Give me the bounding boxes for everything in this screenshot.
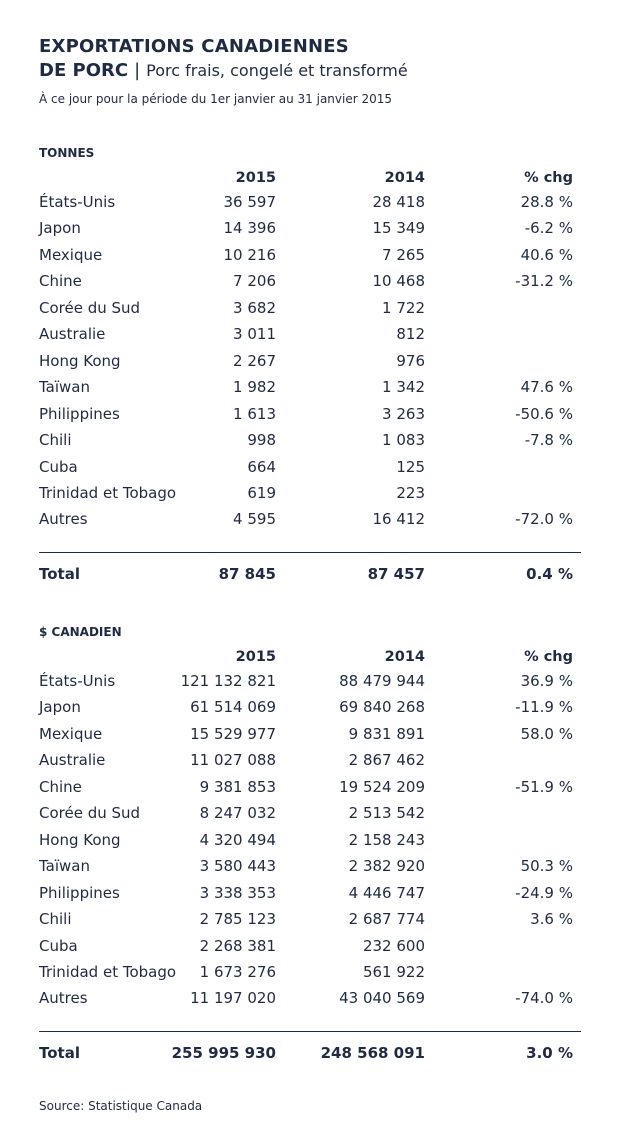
table-row (39, 725, 581, 751)
table-row (39, 751, 581, 777)
country-name: Japon (39, 219, 81, 238)
table-row (39, 672, 581, 698)
header-pct-change: % chg (524, 649, 573, 665)
value-2015: 2 785 123 (199, 910, 276, 929)
country-name: Corée du Sud (39, 298, 141, 317)
table-row (39, 937, 581, 963)
value-2015: 3 580 443 (199, 857, 276, 876)
pct-change: -74.0 % (515, 989, 573, 1008)
total-2015: 255 995 930 (171, 1044, 276, 1062)
value-2014: 2 382 920 (348, 857, 425, 876)
total-2014: 248 568 091 (320, 1044, 425, 1062)
value-2015: 3 682 (233, 298, 276, 317)
section-label: TONNES (39, 146, 95, 160)
section-label: $ CANADIEN (39, 625, 122, 639)
value-2014: 16 412 (372, 510, 425, 529)
total-row (39, 565, 581, 591)
country-name: Cuba (39, 457, 78, 476)
period-text: À ce jour pour la période du 1er janvier au 31 janvier 2015 (39, 92, 393, 106)
value-2014: 223 (396, 483, 425, 502)
table-row (39, 910, 581, 936)
country-name: Hong Kong (39, 351, 121, 370)
value-2015: 61 514 069 (190, 698, 276, 717)
country-name: Australie (39, 325, 106, 344)
value-2015: 15 529 977 (190, 724, 276, 743)
title-separator: | (134, 60, 141, 81)
table-row (39, 299, 581, 325)
value-2015: 2 268 381 (199, 936, 276, 955)
pct-change: 28.8 % (520, 193, 573, 211)
value-2014: 2 513 542 (348, 804, 425, 823)
table-row (39, 963, 581, 989)
pct-change: -50.6 % (515, 404, 573, 423)
value-2015: 11 027 088 (190, 751, 276, 770)
title-line-1: EXPORTATIONS CANADIENNES (39, 36, 349, 57)
value-2014: 561 922 (362, 962, 425, 981)
table-row (39, 884, 581, 910)
table-row (39, 458, 581, 484)
pct-change: -24.9 % (515, 883, 573, 902)
country-name: Chine (39, 777, 82, 796)
value-2014: 1 342 (382, 378, 425, 397)
pct-change: 47.6 % (520, 378, 573, 397)
pct-change: 3.6 % (530, 910, 573, 929)
country-name: Trinidad et Tobago (39, 962, 177, 981)
value-2015: 4 320 494 (199, 830, 276, 849)
value-2015: 7 206 (233, 272, 276, 291)
country-name: Philippines (39, 404, 120, 423)
table-row (39, 510, 581, 536)
value-2014: 4 446 747 (348, 883, 425, 902)
country-name: Corée du Sud (39, 804, 141, 823)
country-name: Chine (39, 272, 82, 291)
value-2014: 88 479 944 (339, 672, 425, 690)
table-row (39, 484, 581, 510)
value-2015: 4 595 (233, 510, 276, 529)
header-2015: 2015 (235, 170, 276, 186)
pct-change: 40.6 % (520, 245, 573, 264)
total-2014: 87 457 (367, 565, 425, 583)
total-label: Total (39, 565, 80, 583)
value-2015: 664 (247, 457, 276, 476)
table-row (39, 193, 581, 219)
country-name: Japon (39, 698, 81, 717)
value-2015: 2 267 (233, 351, 276, 370)
value-2014: 19 524 209 (339, 777, 425, 796)
country-name: Chili (39, 910, 72, 929)
value-2015: 121 132 821 (180, 672, 276, 690)
country-name: Mexique (39, 724, 103, 743)
country-name: Hong Kong (39, 830, 121, 849)
value-2014: 43 040 569 (339, 989, 425, 1008)
title-main: DE PORC (39, 60, 129, 81)
header-2014: 2014 (384, 170, 425, 186)
country-name: Taïwan (39, 857, 91, 876)
source-note: Source: Statistique Canada (39, 1099, 203, 1113)
table-row (39, 804, 581, 830)
value-2015: 10 216 (223, 245, 276, 264)
value-2014: 1 722 (382, 298, 425, 317)
header-pct-change: % chg (524, 170, 573, 186)
value-2014: 812 (396, 325, 425, 344)
title-line-2 (39, 60, 408, 81)
country-name: Mexique (39, 245, 103, 264)
value-2015: 11 197 020 (190, 989, 276, 1008)
table-row (39, 246, 581, 272)
table-row (39, 857, 581, 883)
pct-change: 50.3 % (520, 857, 573, 876)
table-header (39, 649, 581, 669)
total-2015: 87 845 (218, 565, 276, 583)
country-name: Chili (39, 431, 72, 450)
value-2014: 7 265 (382, 245, 425, 264)
title-subtitle: Porc frais, congelé et transformé (146, 61, 408, 80)
value-2015: 1 673 276 (199, 962, 276, 981)
value-2015: 619 (247, 483, 276, 502)
value-2015: 9 381 853 (199, 777, 276, 796)
table-row (39, 405, 581, 431)
table-row (39, 831, 581, 857)
value-2014: 2 158 243 (348, 830, 425, 849)
table-row (39, 272, 581, 298)
header-2014: 2014 (384, 649, 425, 665)
country-name: Autres (39, 989, 88, 1008)
total-row (39, 1044, 581, 1070)
pct-change: -72.0 % (515, 510, 573, 529)
value-2014: 3 263 (382, 404, 425, 423)
table-row (39, 989, 581, 1015)
value-2015: 1 613 (233, 404, 276, 423)
value-2015: 14 396 (223, 219, 276, 238)
value-2014: 976 (396, 351, 425, 370)
value-2015: 3 338 353 (199, 883, 276, 902)
country-name: Autres (39, 510, 88, 529)
value-2014: 9 831 891 (348, 724, 425, 743)
value-2014: 2 867 462 (348, 751, 425, 770)
value-2015: 8 247 032 (199, 804, 276, 823)
total-pct-change: 0.4 % (526, 565, 573, 583)
table-row (39, 378, 581, 404)
pct-change: -7.8 % (524, 431, 573, 450)
value-2015: 3 011 (233, 325, 276, 344)
total-divider (39, 552, 581, 553)
pct-change: 58.0 % (520, 724, 573, 743)
pct-change: 36.9 % (520, 672, 573, 690)
country-name: Philippines (39, 883, 120, 902)
pct-change: -51.9 % (515, 777, 573, 796)
pct-change: -31.2 % (515, 272, 573, 291)
value-2014: 10 468 (372, 272, 425, 291)
table-row (39, 352, 581, 378)
total-pct-change: 3.0 % (526, 1044, 573, 1062)
value-2015: 36 597 (223, 193, 276, 211)
value-2015: 1 982 (233, 378, 276, 397)
pct-change: -6.2 % (524, 219, 573, 238)
total-divider (39, 1031, 581, 1032)
value-2014: 15 349 (372, 219, 425, 238)
country-name: Trinidad et Tobago (39, 483, 177, 502)
value-2015: 998 (247, 431, 276, 450)
pct-change: -11.9 % (515, 698, 573, 717)
country-name: États-Unis (39, 193, 116, 211)
value-2014: 232 600 (362, 936, 425, 955)
country-name: Taïwan (39, 378, 91, 397)
country-name: Australie (39, 751, 106, 770)
value-2014: 2 687 774 (348, 910, 425, 929)
header-2015: 2015 (235, 649, 276, 665)
value-2014: 28 418 (372, 193, 425, 211)
value-2014: 1 083 (382, 431, 425, 450)
table-row (39, 778, 581, 804)
value-2014: 69 840 268 (339, 698, 425, 717)
table-header (39, 170, 581, 190)
country-name: Cuba (39, 936, 78, 955)
total-label: Total (39, 1044, 80, 1062)
table-row (39, 219, 581, 245)
country-name: États-Unis (39, 672, 116, 690)
table-row (39, 698, 581, 724)
table-row (39, 431, 581, 457)
value-2014: 125 (396, 457, 425, 476)
table-row (39, 325, 581, 351)
